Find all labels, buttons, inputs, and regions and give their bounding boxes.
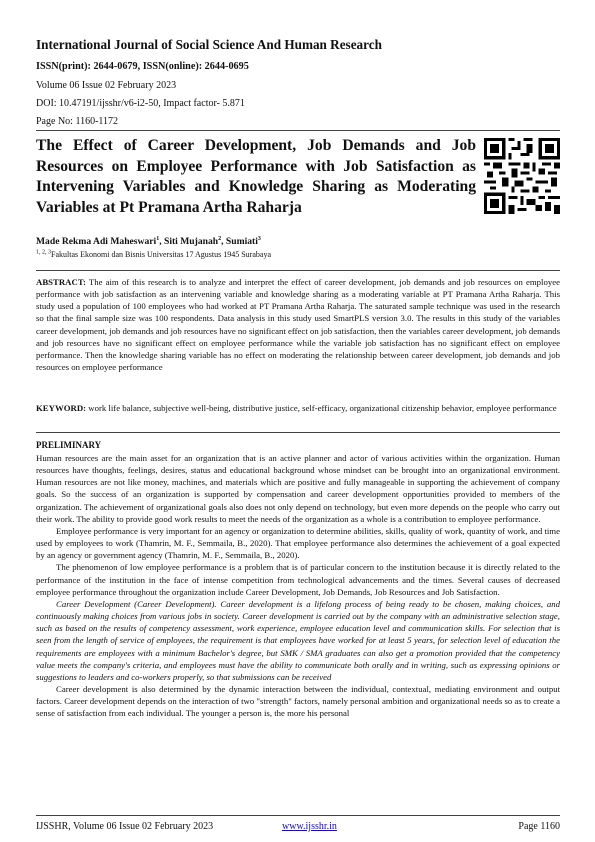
keywords-text: work life balance, subjective well-being, distributive justice, self-efficacy, organizational citizenship behavior, employee performance	[86, 403, 557, 413]
body-paragraph: Employee performance is very important for an agency or organization to determine abilities, skills, quality of work, quantity of work, and time used by employees to work (Thamrin, M. F., Semmaila, B., 2020). That employee performance also determines the achievement of a goal expected by an agency or government agency (Thamrin, M. F., Semmaila, B., 2020).	[36, 525, 560, 561]
keywords	[36, 402, 560, 414]
section-heading: PRELIMINARY	[36, 440, 102, 450]
author-affiliation-mark: 1	[156, 235, 160, 242]
body-paragraph: Career development is also determined by the dynamic interaction between the individual, contextual, mediating environment and output factors. Career development depends on the interaction of two "strength" factors, namely personal ambition and organizational needs so as to create a sense of satisfaction from each individual. The younger a person is, the more his personal	[36, 683, 560, 719]
body-paragraph: Career Development (Career Development). Career development is a lifelong process of being ready to be chosen, making choices, and continuously making choices from various jobs in society. Career development is carried out by the company with an administrative selection stage, such as based on the results of competency assessment, work experience, employee education level and communication skills. For selection that is seen from the length of service of employees, the requirement is that employees have worked for at least 5 years, for selection level of education the requirements are employees with a minimum Bachelor's degree, but SMK / SMA graduates can also get a promotion provided that the competency value meets the company's criteria, and employees must have the ability to communicate both orally and in writing, such as expressing opinions or suggestions to leaders and co-workers properly, so that submissions can be received	[36, 598, 560, 682]
footer-website-link[interactable]: www.ijsshr.in	[282, 821, 337, 832]
abstract	[36, 276, 560, 373]
footer-divider	[36, 815, 560, 816]
author-list: Made Rekma Adi Maheswari$^1$, Siti Mujanah$^2$, Sumiati$^3$	[36, 235, 261, 247]
abstract-text: The aim of this research is to analyze and interpret the effect of career development, job demands and job resources on employee performance with job satisfaction as an intervening variable and knowledge sharing as a moderating variable at PT Pramana Artha Raharja. This study used a population of 100 employees who had worked at PT Pramana Artha Raharja. The saturated sample technique was used in the research so that the final sample size was 100 respondents. Data analysis in this study used SmartPLS version 3.0. The results in this study of the variables career development, job demands and job resources have no significant effect on job satisfaction, then the variables career development, job demands and job resources have no significant effect on employee performance while the variable job satisfaction has no significant effect on employee performance. Then the knowledge sharing variable has no effect on moderating the relationship between career development, job demands and job resources on employee performance	[36, 277, 560, 373]
abstract-divider-bottom	[36, 432, 560, 433]
article-title: The Effect of Career Development, Job Demands and Job Resources on Employee Performance with Job Satisfaction as Intervening Variables and Knowledge Sharing as Moderating Variables at Pt Pramana Artha Raharja	[36, 137, 476, 216]
page-range-line: Page No: 1160-1172	[36, 116, 119, 127]
issn-line: ISSN(print): 2644-0679, ISSN(online): 2644-0695	[36, 61, 249, 72]
doi-line: DOI: 10.47191/ijsshr/v6-i2-50, Impact factor- 5.871	[36, 98, 245, 109]
affiliation-marks: 1, 2, 3	[36, 249, 51, 256]
affiliation	[36, 250, 271, 259]
author-name: Made Rekma Adi Maheswari	[36, 236, 157, 247]
abstract-label: ABSTRACT:	[36, 277, 86, 287]
header-divider	[36, 130, 560, 131]
author-name: Siti Mujanah	[163, 236, 219, 247]
author-name: Sumiati	[225, 236, 258, 247]
author-affiliation-mark: 2	[218, 235, 222, 242]
footer-journal: IJSSHR, Volume 06 Issue 02 February 2023	[36, 821, 214, 832]
journal-title: International Journal of Social Science And Human Research	[36, 37, 382, 52]
body-paragraph: Human resources are the main asset for an organization that is an active planner and actor of various activities within the organization. Human resources have thoughts, feelings, desires, status and educational background whose mindset can be brought into an organizational environment. Human resources are not like money, machines, and materials which are positive and fully manageable in supporting the achievement of company goals. So the success of an organization is supported by compensation and career development opportunities provided to members of the organization. The achievement of organizational goals also does not only depend on technology, but even more depends on the people who carry out their work. The ability to provide good work results to meet the needs of the organization as a whole is a contribution to employee performance.	[36, 453, 560, 524]
keywords-label: KEYWORD:	[36, 403, 87, 413]
abstract-divider-top	[36, 270, 560, 271]
body-text	[36, 452, 560, 719]
affiliation-text: Fakultas Ekonomi dan Bisnis Universitas 17 Agustus 1945 Surabaya	[51, 250, 271, 259]
qr-code-icon	[484, 138, 560, 214]
author-affiliation-mark: 3	[257, 235, 261, 242]
body-paragraph: The phenomenon of low employee performance is a problem that is of particular concern to the institution because it is directly related to the performance of the institution in the face of intense competition from technological advancements and the times. Several causes of decreased employee performance throughout the organization include Career Development, Job Demands, Job Resources and Job Satisfaction.	[36, 562, 560, 597]
volume-line: Volume 06 Issue 02 February 2023	[36, 80, 177, 91]
footer-page-number: Page 1160	[518, 821, 560, 832]
